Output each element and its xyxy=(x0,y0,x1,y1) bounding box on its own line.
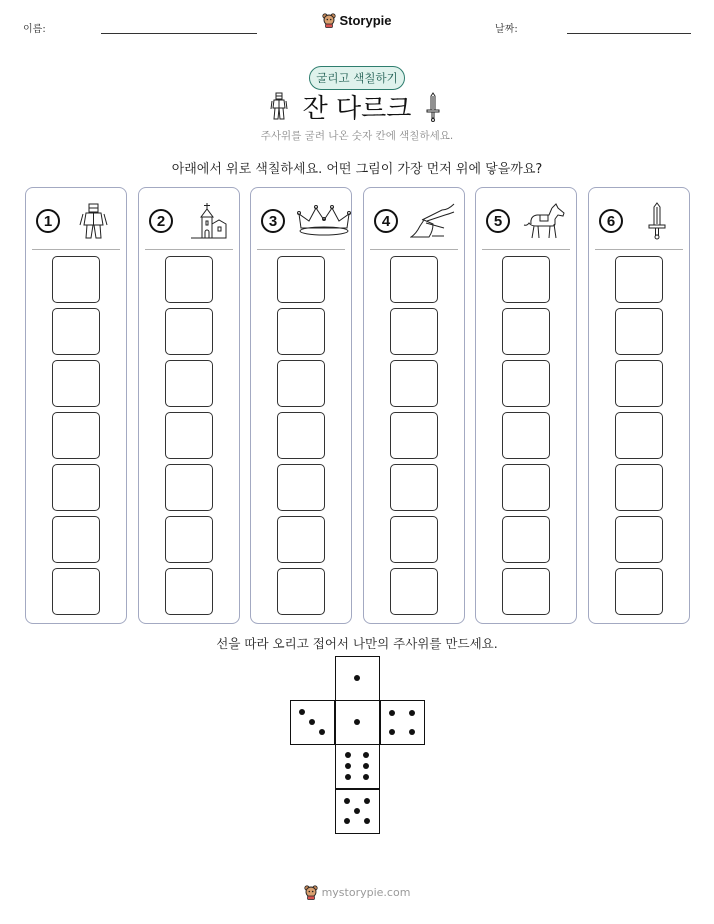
color-box[interactable] xyxy=(390,464,438,511)
color-box[interactable] xyxy=(502,308,550,355)
color-box[interactable] xyxy=(52,412,100,459)
date-label: 날짜: xyxy=(495,24,518,35)
color-box[interactable] xyxy=(277,412,325,459)
name-label: 이름: xyxy=(23,24,46,35)
church-icon xyxy=(187,202,227,240)
die-pip xyxy=(344,798,350,804)
crown-icon xyxy=(297,202,351,240)
color-box[interactable] xyxy=(502,412,550,459)
die-pip xyxy=(354,808,360,814)
column-divider xyxy=(482,249,570,250)
color-box[interactable] xyxy=(165,516,213,563)
color-box[interactable] xyxy=(277,464,325,511)
color-box[interactable] xyxy=(52,360,100,407)
color-box[interactable] xyxy=(52,568,100,615)
die-pip xyxy=(364,798,370,804)
color-box[interactable] xyxy=(165,256,213,303)
die-pip xyxy=(389,710,395,716)
color-box[interactable] xyxy=(502,464,550,511)
color-box[interactable] xyxy=(615,308,663,355)
die-pip xyxy=(345,752,351,758)
knight-icon xyxy=(74,202,114,240)
activity-badge: 굴리고 색칠하기 xyxy=(309,66,405,90)
color-box[interactable] xyxy=(52,464,100,511)
color-box[interactable] xyxy=(390,308,438,355)
column-2 xyxy=(138,187,240,624)
color-box[interactable] xyxy=(165,568,213,615)
column-number: 6 xyxy=(599,209,623,233)
column-divider xyxy=(370,249,458,250)
color-box[interactable] xyxy=(390,568,438,615)
column-divider xyxy=(595,249,683,250)
brand-name: Storypie xyxy=(339,12,392,28)
die-face-center xyxy=(335,700,380,745)
column-3 xyxy=(250,187,352,624)
die-pip xyxy=(319,729,325,735)
die-pip xyxy=(354,719,360,725)
brand-logo xyxy=(0,12,714,34)
column-6 xyxy=(588,187,690,624)
column-5 xyxy=(475,187,577,624)
sword-icon xyxy=(637,202,677,240)
column-divider xyxy=(32,249,120,250)
die-pip xyxy=(389,729,395,735)
color-box[interactable] xyxy=(615,464,663,511)
color-box[interactable] xyxy=(390,256,438,303)
color-box[interactable] xyxy=(277,256,325,303)
footer-url[interactable]: mystorypie.com xyxy=(321,885,411,899)
color-box[interactable] xyxy=(277,308,325,355)
sword-icon xyxy=(426,92,440,122)
column-number: 4 xyxy=(374,209,398,233)
color-box[interactable] xyxy=(615,360,663,407)
color-box[interactable] xyxy=(52,308,100,355)
color-box[interactable] xyxy=(165,464,213,511)
color-box[interactable] xyxy=(277,516,325,563)
column-number: 5 xyxy=(486,209,510,233)
column-4 xyxy=(363,187,465,624)
die-face-right xyxy=(380,700,425,745)
die-face-left xyxy=(290,700,335,745)
die-pip xyxy=(309,719,315,725)
die-pip xyxy=(345,774,351,780)
color-box[interactable] xyxy=(502,256,550,303)
die-pip xyxy=(299,709,305,715)
column-number: 1 xyxy=(36,209,60,233)
color-box[interactable] xyxy=(165,412,213,459)
die-pip xyxy=(363,752,369,758)
die-pip xyxy=(354,675,360,681)
die-pip xyxy=(363,774,369,780)
color-box[interactable] xyxy=(52,256,100,303)
horse-icon xyxy=(522,202,568,240)
color-box[interactable] xyxy=(390,412,438,459)
footer xyxy=(0,884,714,906)
bear-mascot-icon xyxy=(304,884,318,900)
die-face-back xyxy=(335,789,380,834)
color-box[interactable] xyxy=(277,360,325,407)
column-divider xyxy=(145,249,233,250)
die-face-bottom xyxy=(335,744,380,789)
bear-mascot-icon xyxy=(322,12,336,28)
color-box[interactable] xyxy=(615,568,663,615)
column-number: 2 xyxy=(149,209,173,233)
color-box[interactable] xyxy=(615,412,663,459)
die-pip xyxy=(345,763,351,769)
die-pip xyxy=(344,818,350,824)
color-box[interactable] xyxy=(277,568,325,615)
color-box[interactable] xyxy=(615,516,663,563)
color-box[interactable] xyxy=(502,360,550,407)
subtitle: 주사위를 굴려 나온 숫자 칸에 색칠하세요. xyxy=(260,130,454,142)
column-1 xyxy=(25,187,127,624)
cut-instruction: 선을 따라 오리고 접어서 나만의 주사위를 만드세요. xyxy=(216,636,498,651)
column-number: 3 xyxy=(261,209,285,233)
color-box[interactable] xyxy=(165,360,213,407)
instruction-text: 아래에서 위로 색칠하세요. 어떤 그림이 가장 먼저 위에 닿을까요? xyxy=(171,162,543,177)
die-face-top xyxy=(335,656,380,701)
die-pip xyxy=(409,729,415,735)
die-pip xyxy=(364,818,370,824)
color-box[interactable] xyxy=(390,516,438,563)
color-box[interactable] xyxy=(390,360,438,407)
color-box[interactable] xyxy=(502,568,550,615)
color-box[interactable] xyxy=(165,308,213,355)
die-pip xyxy=(409,710,415,716)
color-box[interactable] xyxy=(615,256,663,303)
die-pip xyxy=(363,763,369,769)
page-title: 잔 다르크 xyxy=(302,94,412,124)
color-box[interactable] xyxy=(502,516,550,563)
color-box[interactable] xyxy=(52,516,100,563)
plow-icon xyxy=(410,202,456,240)
column-divider xyxy=(257,249,345,250)
